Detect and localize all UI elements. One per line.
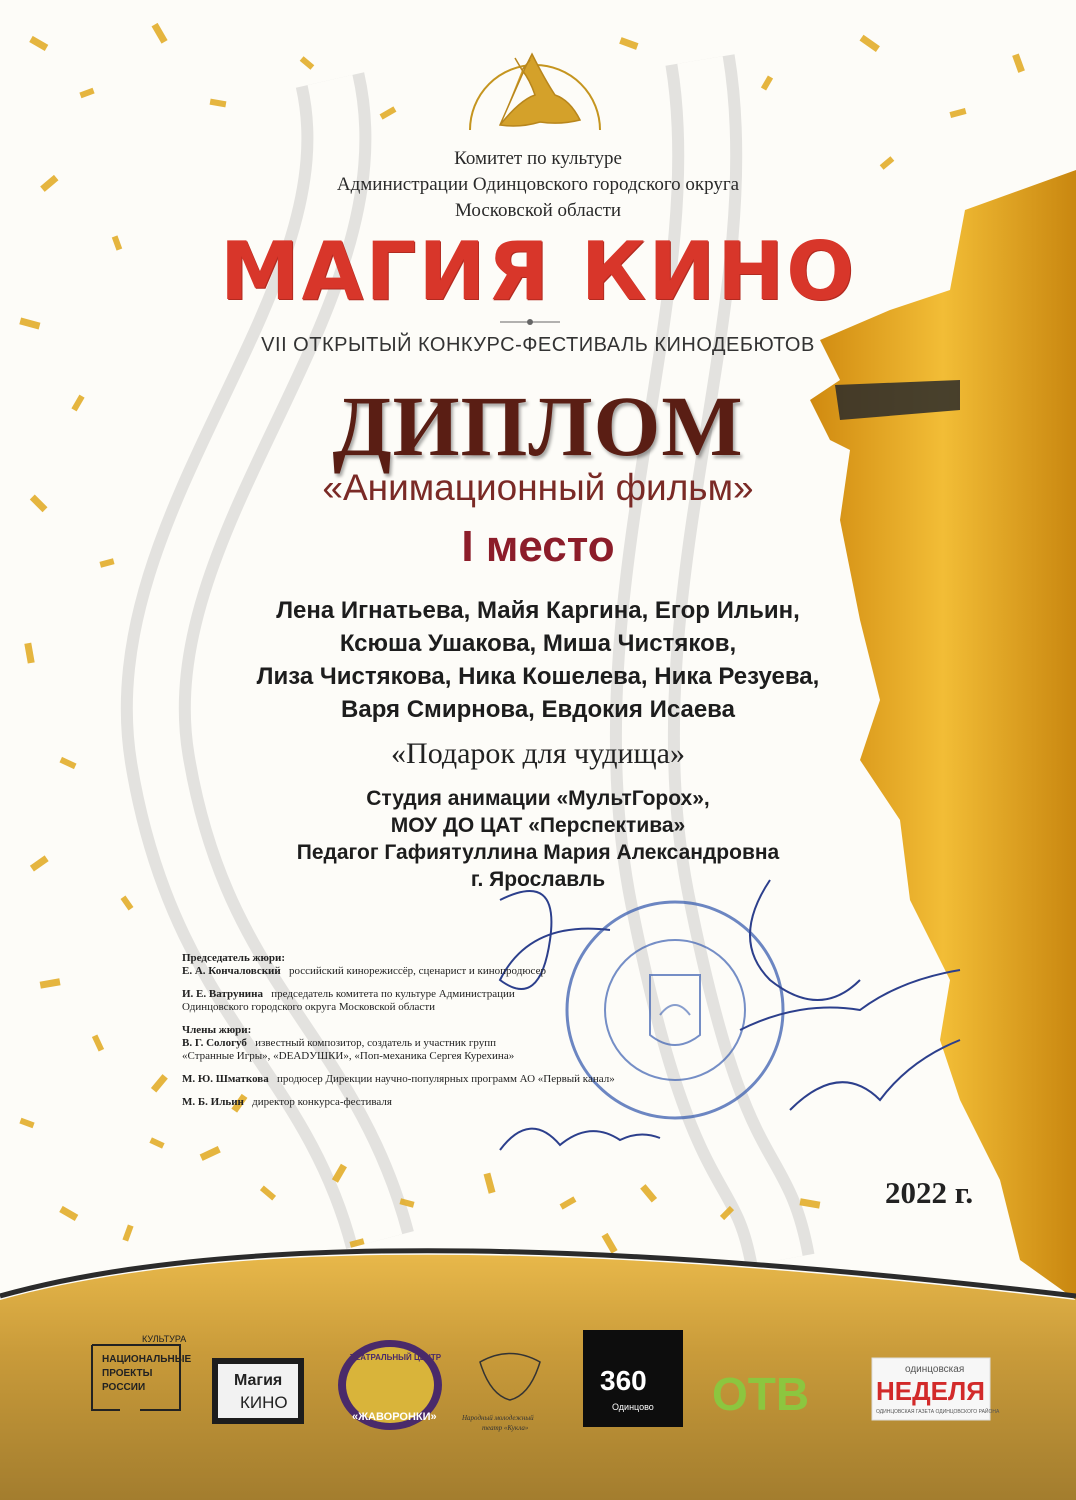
tv360-sub: Одинцово (612, 1402, 654, 1412)
theatre-line: театр «Кукла» (482, 1424, 529, 1432)
nedelya-top: одинцовская (905, 1364, 965, 1375)
jury-list (182, 952, 615, 1109)
jury-members-heading: Члены жюри: (182, 1024, 252, 1036)
jury-member (182, 988, 615, 1001)
zhavoronki-top: ТЕАТРАЛЬНЫЙ ЦЕНТР (350, 1353, 442, 1362)
organization-line: Администрации Одинцовского городского округа (336, 174, 740, 195)
jury-member-role: «Странные Игры», «DEADУШКИ», «Поп-механика Сергея Курехина» (182, 1050, 515, 1062)
otv-logo (712, 1368, 809, 1420)
nedelya-logo (872, 1358, 1000, 1420)
culture-line: НАЦИОНАЛЬНЫЕ (102, 1354, 192, 1365)
studio-line: МОУ ДО ЦАТ «Перспектива» (390, 814, 686, 837)
jury-member-name: В. Г. Сологуб (182, 1037, 247, 1049)
jury-member (182, 1037, 615, 1050)
participants-line: Лиза Чистякова, Ника Кошелева, Ника Резуева, (256, 663, 820, 690)
culture-line: ПРОЕКТЫ (102, 1368, 153, 1379)
partner-logos (0, 1320, 1076, 1470)
divider-ornament (500, 318, 560, 326)
jury-chair-heading: Председатель жюри: (182, 952, 286, 964)
magia-logo-bottom: КИНО (240, 1393, 288, 1412)
organization-line: Комитет по культуре (454, 148, 622, 169)
jury-member-name: М. Ю. Шматкова (182, 1073, 269, 1085)
nedelya-sub: ОДИНЦОВСКАЯ ГАЗЕТА ОДИНЦОВСКОГО РАЙОНА (876, 1409, 1000, 1415)
tv360-label: 360 (600, 1365, 647, 1396)
otv-label: ОТВ (712, 1368, 810, 1420)
nedelya-label: НЕДЕЛЯ (876, 1376, 985, 1406)
award-place: I место (461, 522, 615, 571)
participants-line: Варя Смирнова, Евдокия Исаева (341, 696, 735, 723)
theatre-line: Народный молодежный (462, 1414, 534, 1422)
participants (0, 594, 1076, 726)
jury-member (182, 965, 615, 978)
jury-member-name: М. Б. Ильин (182, 1096, 244, 1108)
culture-national-projects-logo (92, 1334, 191, 1410)
studio-line: г. Ярославль (470, 868, 606, 891)
participants-line: Ксюша Ушакова, Миша Чистяков, (339, 630, 737, 657)
jury-member-role: директор конкурса-фестиваля (252, 1096, 392, 1108)
theatre-mask-logo (461, 1354, 540, 1433)
magia-logo-top: Магия (234, 1372, 283, 1389)
participants-line: Лена Игнатьева, Майя Каргина, Егор Ильин, (276, 597, 800, 624)
diploma-title: ДИПЛОМ (332, 378, 744, 474)
zhavoronki-logo (338, 1340, 442, 1430)
nomination: «Анимационный фильм» (322, 467, 754, 508)
tv360-logo (583, 1330, 683, 1427)
culture-top-label: КУЛЬТУРА (142, 1334, 187, 1344)
jury-member-role: известный композитор, создатель и участник групп (255, 1037, 497, 1049)
jury-member-role: Одинцовского городского округа Московской области (182, 1001, 436, 1013)
deer-emblem-logo (460, 40, 610, 140)
jury-member (182, 1096, 615, 1109)
jury-member-name: И. Е. Ватрунина (182, 988, 263, 1000)
studio-line: Студия анимации «МультГорох», (366, 787, 710, 810)
culture-line: РОССИИ (102, 1382, 146, 1393)
zhavoronki-bottom: «ЖАВОРОНКИ» (352, 1411, 437, 1423)
jury-member-role: российский кинорежиссёр, сценарист и кинопродюсер (288, 965, 546, 977)
organization-name (0, 146, 1076, 224)
jury-member-role: председатель комитета по культуре Администрации (271, 988, 515, 1000)
jury-member-name: Е. А. Кончаловский (182, 965, 281, 977)
jury-member (182, 1073, 615, 1086)
film-title: «Подарок для чудища» (391, 737, 685, 770)
studio-line: Педагог Гафиятуллина Мария Александровна (296, 841, 780, 864)
year: 2022 г. (885, 1175, 974, 1210)
festival-edition: VII ОТКРЫТЫЙ КОНКУРС-ФЕСТИВАЛЬ КИНОДЕБЮТОВ (261, 334, 815, 356)
magia-kino-logo (212, 1358, 304, 1424)
festival-title: МАГИЯ КИНО (219, 225, 857, 318)
organization-line: Московской области (454, 200, 622, 221)
jury-member-role: продюсер Дирекции научно-популярных программ АО «Первый канал» (277, 1073, 615, 1085)
